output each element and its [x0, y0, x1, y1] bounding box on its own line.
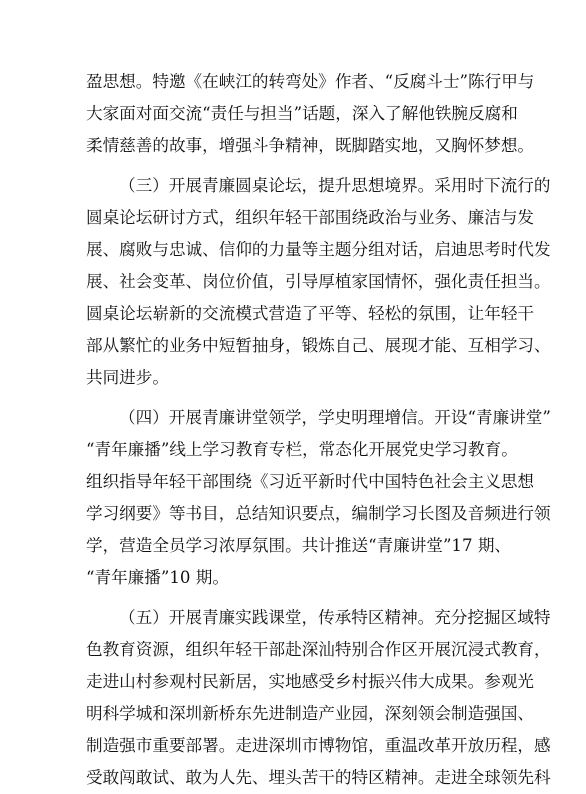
- text-line: 学习纲要》等书目，总结知识要点，编制学习长图及音频进行领: [86, 504, 551, 523]
- text-line: 共同进步。: [86, 368, 169, 387]
- paragraph-2: [86, 170, 551, 394]
- text-line: 组织指导年轻干部围绕《习近平新时代中国特色社会主义思想: [86, 472, 535, 491]
- text-line: 大家面对面交流“责任与担当”话题，深入了解他铁腕反腐和: [86, 104, 518, 123]
- text-line: 圆桌论坛研讨方式，组织年轻干部围绕政治与业务、廉洁与发: [86, 208, 535, 227]
- paragraph-gap: [86, 162, 506, 170]
- text-line: 色教育资源，组织年轻干部赴深汕特别合作区开展沉浸式教育，: [86, 640, 551, 659]
- text-line: （四）开展青廉讲堂领学，学史明理增信。开设“青廉讲堂”: [119, 408, 551, 427]
- text-line: 部从繁忙的业务中短暂抽身，锻炼自己、展现才能、互相学习、: [86, 336, 551, 355]
- text-line: 圆桌论坛崭新的交流模式营造了平等、轻松的氛围，让年轻干: [86, 304, 535, 323]
- paragraph-1: [86, 66, 535, 162]
- text-line: 展、腐败与忠诚、信仰的力量等主题分组对话，启迪思考时代发: [86, 240, 551, 259]
- text-line: 明科学城和深圳新桥东先进制造产业园，深刻领会制造强国、: [86, 704, 535, 723]
- text-line: （三）开展青廉圆桌论坛，提升思想境界。采用时下流行的: [119, 176, 551, 195]
- text-line: 学，营造全员学习浓厚氛围。共计推送“青廉讲堂”17 期、: [86, 536, 512, 555]
- text-line: 受敢闯敢试、敢为人先、埋头苦干的特区精神。走进全球领先科: [86, 768, 551, 787]
- paragraph-gap: [86, 594, 506, 602]
- text-line: （五）开展青廉实践课堂，传承特区精神。充分挖掘区域特: [119, 608, 551, 627]
- text-line: 走进山村参观村民新居，实地感受乡村振兴伟大成果。参观光: [86, 672, 535, 691]
- text-line: 盈思想。特邀《在峡江的转弯处》作者、“反腐斗士”陈行甲与: [86, 72, 535, 91]
- text-line: 制造强市重要部署。走进深圳市博物馆，重温改革开放历程，感: [86, 736, 551, 755]
- paragraph-gap: [86, 394, 506, 402]
- text-line: 展、社会变革、岗位价值，引导厚植家国情怀，强化责任担当。: [86, 272, 551, 291]
- text-line: “青年廉播”10 期。: [86, 568, 229, 587]
- text-line: 柔情慈善的故事，增强斗争精神，既脚踏实地，又胸怀梦想。: [86, 136, 535, 155]
- text-line: “青年廉播”线上学习教育专栏，常态化开展党史学习教育。: [86, 440, 518, 459]
- paragraph-3: [86, 402, 551, 594]
- body-text: [86, 66, 551, 794]
- paragraph-4: [86, 602, 551, 794]
